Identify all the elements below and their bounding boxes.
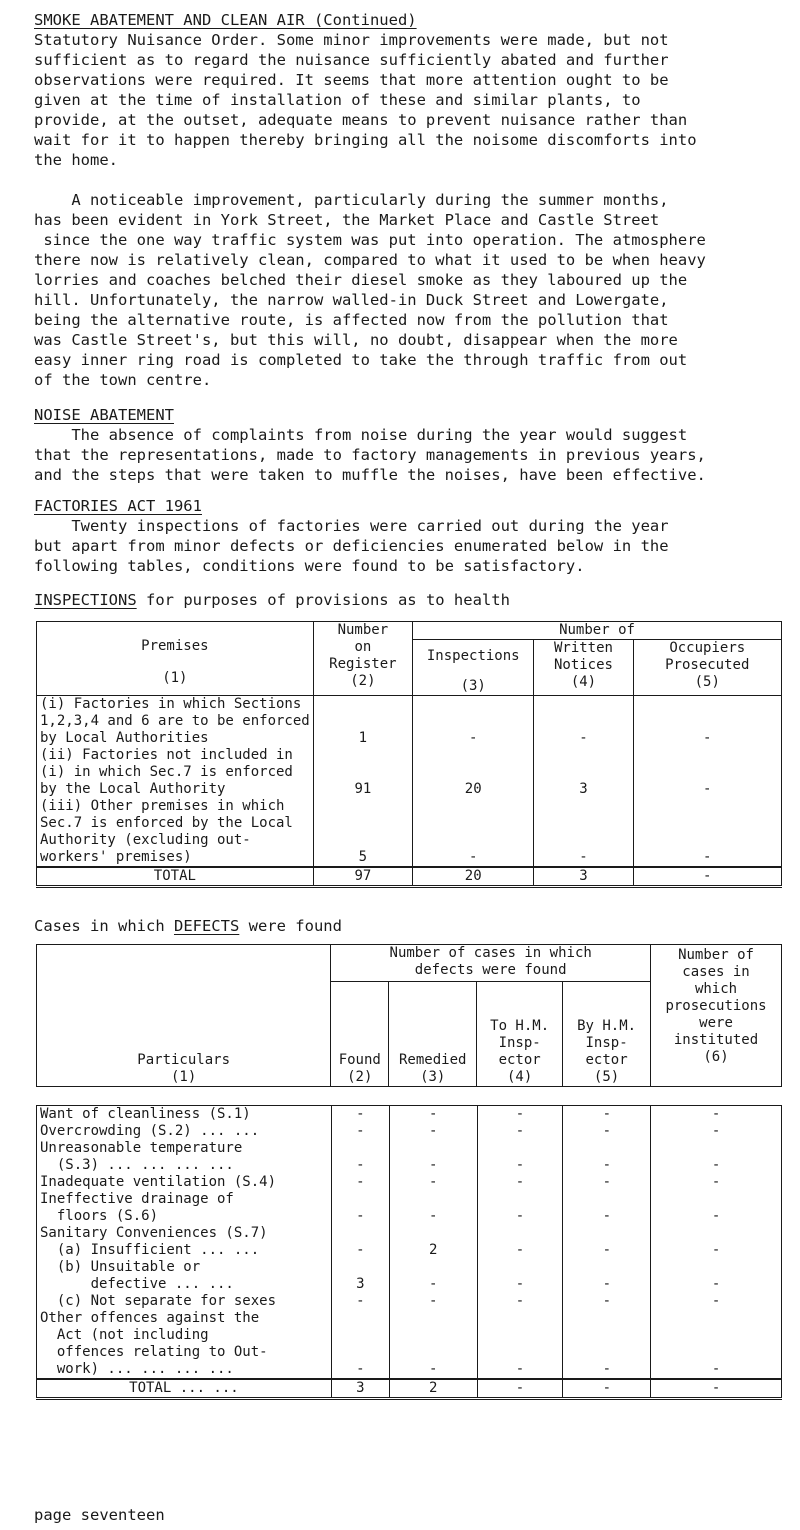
header-label: Written Notices	[553, 640, 613, 673]
total-by-hm: -	[563, 1379, 651, 1399]
cell-remedied: -	[389, 1293, 477, 1310]
cell-to-hm: -	[477, 1123, 563, 1140]
column-number: (4)	[570, 674, 597, 690]
text-line: the home.	[34, 151, 118, 169]
header-label: Premises	[141, 638, 209, 654]
defects-table	[36, 944, 782, 1087]
header-label: Number of cases in which prosecutions were instituted	[665, 947, 767, 1048]
cell-found: -	[331, 1293, 389, 1310]
cell-by-hm: -	[563, 1174, 651, 1191]
cell-inspections: 20	[413, 747, 534, 798]
cell-premises: (iii) Other premises in which Sec.7 is enforced by the Local Authority (excluding out- workers' premises)	[37, 798, 314, 867]
cell-particulars: Sanitary Conveniences (S.7) (a) Insufficient ... ...	[37, 1225, 332, 1259]
text-line: easy inner ring road is completed to take the through traffic from out	[34, 351, 688, 369]
cell-by-hm: -	[563, 1140, 651, 1174]
column-number: (6)	[703, 1049, 729, 1065]
header-label: Number on Register	[329, 622, 397, 672]
column-number: (3)	[420, 1069, 446, 1085]
cell-to-hm: -	[477, 1259, 563, 1293]
cell-to-hm: -	[477, 1310, 563, 1379]
cell-inspections: -	[413, 696, 534, 748]
text-line: wait for it to happen thereby bringing all the noisome discomforts into	[34, 131, 697, 149]
cell-remedied: -	[389, 1140, 477, 1174]
inspections-caption	[34, 590, 510, 610]
cell-to-hm: -	[477, 1293, 563, 1310]
cell-to-hm: -	[477, 1191, 563, 1225]
column-number: (1)	[162, 670, 188, 686]
text-line: that the representations, made to factory managements in previous years,	[34, 446, 706, 464]
text-line: but apart from minor defects or deficiencies enumerated below in the	[34, 537, 669, 555]
text-line: provide, at the outset, adequate means to prevent nuisance rather than	[34, 111, 688, 129]
cell-remedied: -	[389, 1310, 477, 1379]
factories-paragraph	[34, 516, 786, 576]
header-label: By H.M. Insp- ector	[577, 1018, 637, 1068]
defects-caption-heading: DEFECTS	[173, 917, 240, 935]
header-remedied	[389, 982, 477, 1087]
table-row	[37, 1123, 782, 1140]
cell-particulars: Overcrowding (S.2) ... ...	[37, 1123, 332, 1140]
table-row	[37, 696, 782, 748]
total-notices: 3	[534, 867, 633, 887]
header-particulars	[37, 945, 331, 1087]
cell-by-hm: -	[563, 1106, 651, 1124]
cell-found: -	[331, 1174, 389, 1191]
text-line: Statutory Nuisance Order. Some minor improvements were made, but not	[34, 31, 669, 49]
cell-remedied: -	[389, 1259, 477, 1293]
header-prosecutions	[651, 945, 782, 1087]
column-number: (4)	[507, 1069, 533, 1085]
cell-by-hm: -	[563, 1293, 651, 1310]
table-row	[37, 1174, 782, 1191]
text-line: there now is relatively clean, compared to what it used to be when heavy	[34, 251, 706, 269]
table-row	[37, 1140, 782, 1174]
inspections-caption-text: for purposes of provisions as to health	[136, 591, 510, 609]
column-number: (1)	[171, 1069, 197, 1085]
inspections-caption-heading: INSPECTIONS	[34, 591, 137, 609]
section-heading-factories: FACTORIES ACT 1961	[34, 497, 202, 515]
cell-register: 5	[313, 798, 412, 867]
text-line: has been evident in York Street, the Market Place and Castle Street	[34, 211, 660, 229]
header-label: Found	[338, 1052, 381, 1068]
smoke-paragraph-1	[34, 30, 786, 170]
cell-by-hm: -	[563, 1191, 651, 1225]
cell-found: -	[331, 1106, 389, 1124]
column-number: (3)	[460, 678, 486, 694]
cell-to-hm: -	[477, 1174, 563, 1191]
text-line: hill. Unfortunately, the narrow walled-in Duck Street and Lowergate,	[34, 291, 669, 309]
cell-prosecutions: -	[651, 1259, 782, 1293]
cell-prosecutions: -	[651, 1174, 782, 1191]
column-number: (2)	[347, 1069, 373, 1085]
cell-to-hm: -	[477, 1225, 563, 1259]
total-prosecutions: -	[651, 1379, 782, 1399]
table-row	[37, 1259, 782, 1293]
cell-found: -	[331, 1310, 389, 1379]
cell-found: -	[331, 1123, 389, 1140]
header-premises	[37, 622, 314, 696]
cell-prosecutions: -	[651, 1310, 782, 1379]
cell-register: 91	[313, 747, 412, 798]
header-register	[313, 622, 412, 696]
cell-prosecutions: -	[651, 1293, 782, 1310]
cell-remedied: -	[389, 1191, 477, 1225]
cell-found: -	[331, 1140, 389, 1174]
inspections-table	[36, 621, 782, 888]
total-register: 97	[313, 867, 412, 887]
cell-inspections: -	[413, 798, 534, 867]
table-row	[37, 798, 782, 867]
cell-remedied: -	[389, 1106, 477, 1124]
cell-remedied: 2	[389, 1225, 477, 1259]
table-row	[37, 1106, 782, 1124]
header-inspections	[413, 640, 534, 696]
section-heading-noise: NOISE ABATEMENT	[34, 406, 174, 424]
cell-by-hm: -	[563, 1123, 651, 1140]
cell-notices: -	[534, 798, 633, 867]
table-total-row	[37, 867, 782, 887]
cell-particulars: (b) Unsuitable or defective ... ...	[37, 1259, 332, 1293]
table-row	[37, 1293, 782, 1310]
table-total-row	[37, 1379, 782, 1399]
total-label: TOTAL ... ...	[37, 1379, 332, 1399]
total-found: 3	[331, 1379, 389, 1399]
cell-prosecutions: -	[651, 1191, 782, 1225]
header-label: Remedied	[399, 1052, 467, 1068]
total-prosecuted: -	[633, 867, 781, 887]
header-defects-group: Number of cases in which defects were found	[331, 945, 651, 982]
section-heading-smoke: SMOKE ABATEMENT AND CLEAN AIR (Continued)	[34, 11, 417, 29]
cell-found: -	[331, 1225, 389, 1259]
total-remedied: 2	[389, 1379, 477, 1399]
text-line: of the town centre.	[34, 371, 212, 389]
cell-prosecutions: -	[651, 1123, 782, 1140]
cell-to-hm: -	[477, 1140, 563, 1174]
defects-caption-pre: Cases in which	[34, 917, 174, 935]
text-line: and the steps that were taken to muffle the noises, have been effective.	[34, 466, 706, 484]
cell-prosecuted: -	[633, 696, 781, 748]
cell-prosecutions: -	[651, 1140, 782, 1174]
cell-particulars: Want of cleanliness (S.1)	[37, 1106, 332, 1124]
cell-remedied: -	[389, 1174, 477, 1191]
cell-found: -	[331, 1191, 389, 1225]
cell-particulars: Unreasonable temperature (S.3) ... ... ... ...	[37, 1140, 332, 1174]
total-inspections: 20	[413, 867, 534, 887]
text-line: being the alternative route, is affected now from the pollution that	[34, 311, 669, 329]
cell-particulars: Ineffective drainage of floors (S.6)	[37, 1191, 332, 1225]
header-notices	[534, 640, 633, 696]
cell-premises: (ii) Factories not included in (i) in which Sec.7 is enforced by the Local Authority	[37, 747, 314, 798]
text-line: was Castle Street's, but this will, no doubt, disappear when the more	[34, 331, 678, 349]
header-label: To H.M. Insp- ector	[490, 1018, 550, 1068]
header-to-hm	[477, 982, 563, 1087]
cell-premises: (i) Factories in which Sections 1,2,3,4 and 6 are to be enforced by Local Authorities	[37, 696, 314, 748]
text-line: following tables, conditions were found to be satisfactory.	[34, 557, 585, 575]
column-number: (2)	[350, 673, 376, 689]
text-line: A noticeable improvement, particularly during the summer months,	[34, 191, 669, 209]
table-row	[37, 1191, 782, 1225]
cell-prosecuted: -	[633, 747, 781, 798]
cell-by-hm: -	[563, 1310, 651, 1379]
column-number: (5)	[593, 1069, 620, 1085]
column-number: (5)	[694, 674, 720, 690]
cell-notices: 3	[534, 747, 633, 798]
cell-prosecutions: -	[651, 1106, 782, 1124]
defects-caption-post: were found	[239, 917, 342, 935]
text-line: sufficient as to regard the nuisance sufficiently abated and further	[34, 51, 669, 69]
header-label: Occupiers Prosecuted	[665, 640, 750, 673]
defects-table-body	[36, 1105, 782, 1400]
table-row	[37, 1225, 782, 1259]
cell-prosecuted: -	[633, 798, 781, 867]
cell-remedied: -	[389, 1123, 477, 1140]
header-found	[331, 982, 389, 1087]
cell-particulars: Other offences against the Act (not including offences relating to Out- work) ... ... ... ...	[37, 1310, 332, 1379]
smoke-paragraph-2	[34, 190, 786, 390]
cell-particulars: Inadequate ventilation (S.4)	[37, 1174, 332, 1191]
noise-paragraph	[34, 425, 786, 485]
text-line: Twenty inspections of factories were carried out during the year	[34, 517, 669, 535]
table-row	[37, 1310, 782, 1379]
text-line: The absence of complaints from noise during the year would suggest	[34, 426, 688, 444]
header-label: Inspections	[426, 648, 520, 664]
cell-particulars: (c) Not separate for sexes	[37, 1293, 332, 1310]
page-footer: page seventeen	[34, 1506, 165, 1524]
cell-by-hm: -	[563, 1259, 651, 1293]
cell-by-hm: -	[563, 1225, 651, 1259]
text-line: lorries and coaches belched their diesel smoke as they laboured up the	[34, 271, 688, 289]
header-number-of: Number of	[413, 622, 782, 640]
text-line: given at the time of installation of these and similar plants, to	[34, 91, 641, 109]
cell-to-hm: -	[477, 1106, 563, 1124]
total-label: TOTAL	[37, 867, 314, 887]
total-to-hm: -	[477, 1379, 563, 1399]
header-by-hm	[563, 982, 651, 1087]
cell-found: 3	[331, 1259, 389, 1293]
cell-prosecutions: -	[651, 1225, 782, 1259]
cell-notices: -	[534, 696, 633, 748]
cell-register: 1	[313, 696, 412, 748]
text-line: since the one way traffic system was put into operation. The atmosphere	[34, 231, 706, 249]
text-line: observations were required. It seems that more attention ought to be	[34, 71, 669, 89]
table-row	[37, 747, 782, 798]
defects-caption	[34, 916, 342, 936]
header-prosecuted	[633, 640, 781, 696]
header-label: Particulars	[137, 1052, 230, 1068]
